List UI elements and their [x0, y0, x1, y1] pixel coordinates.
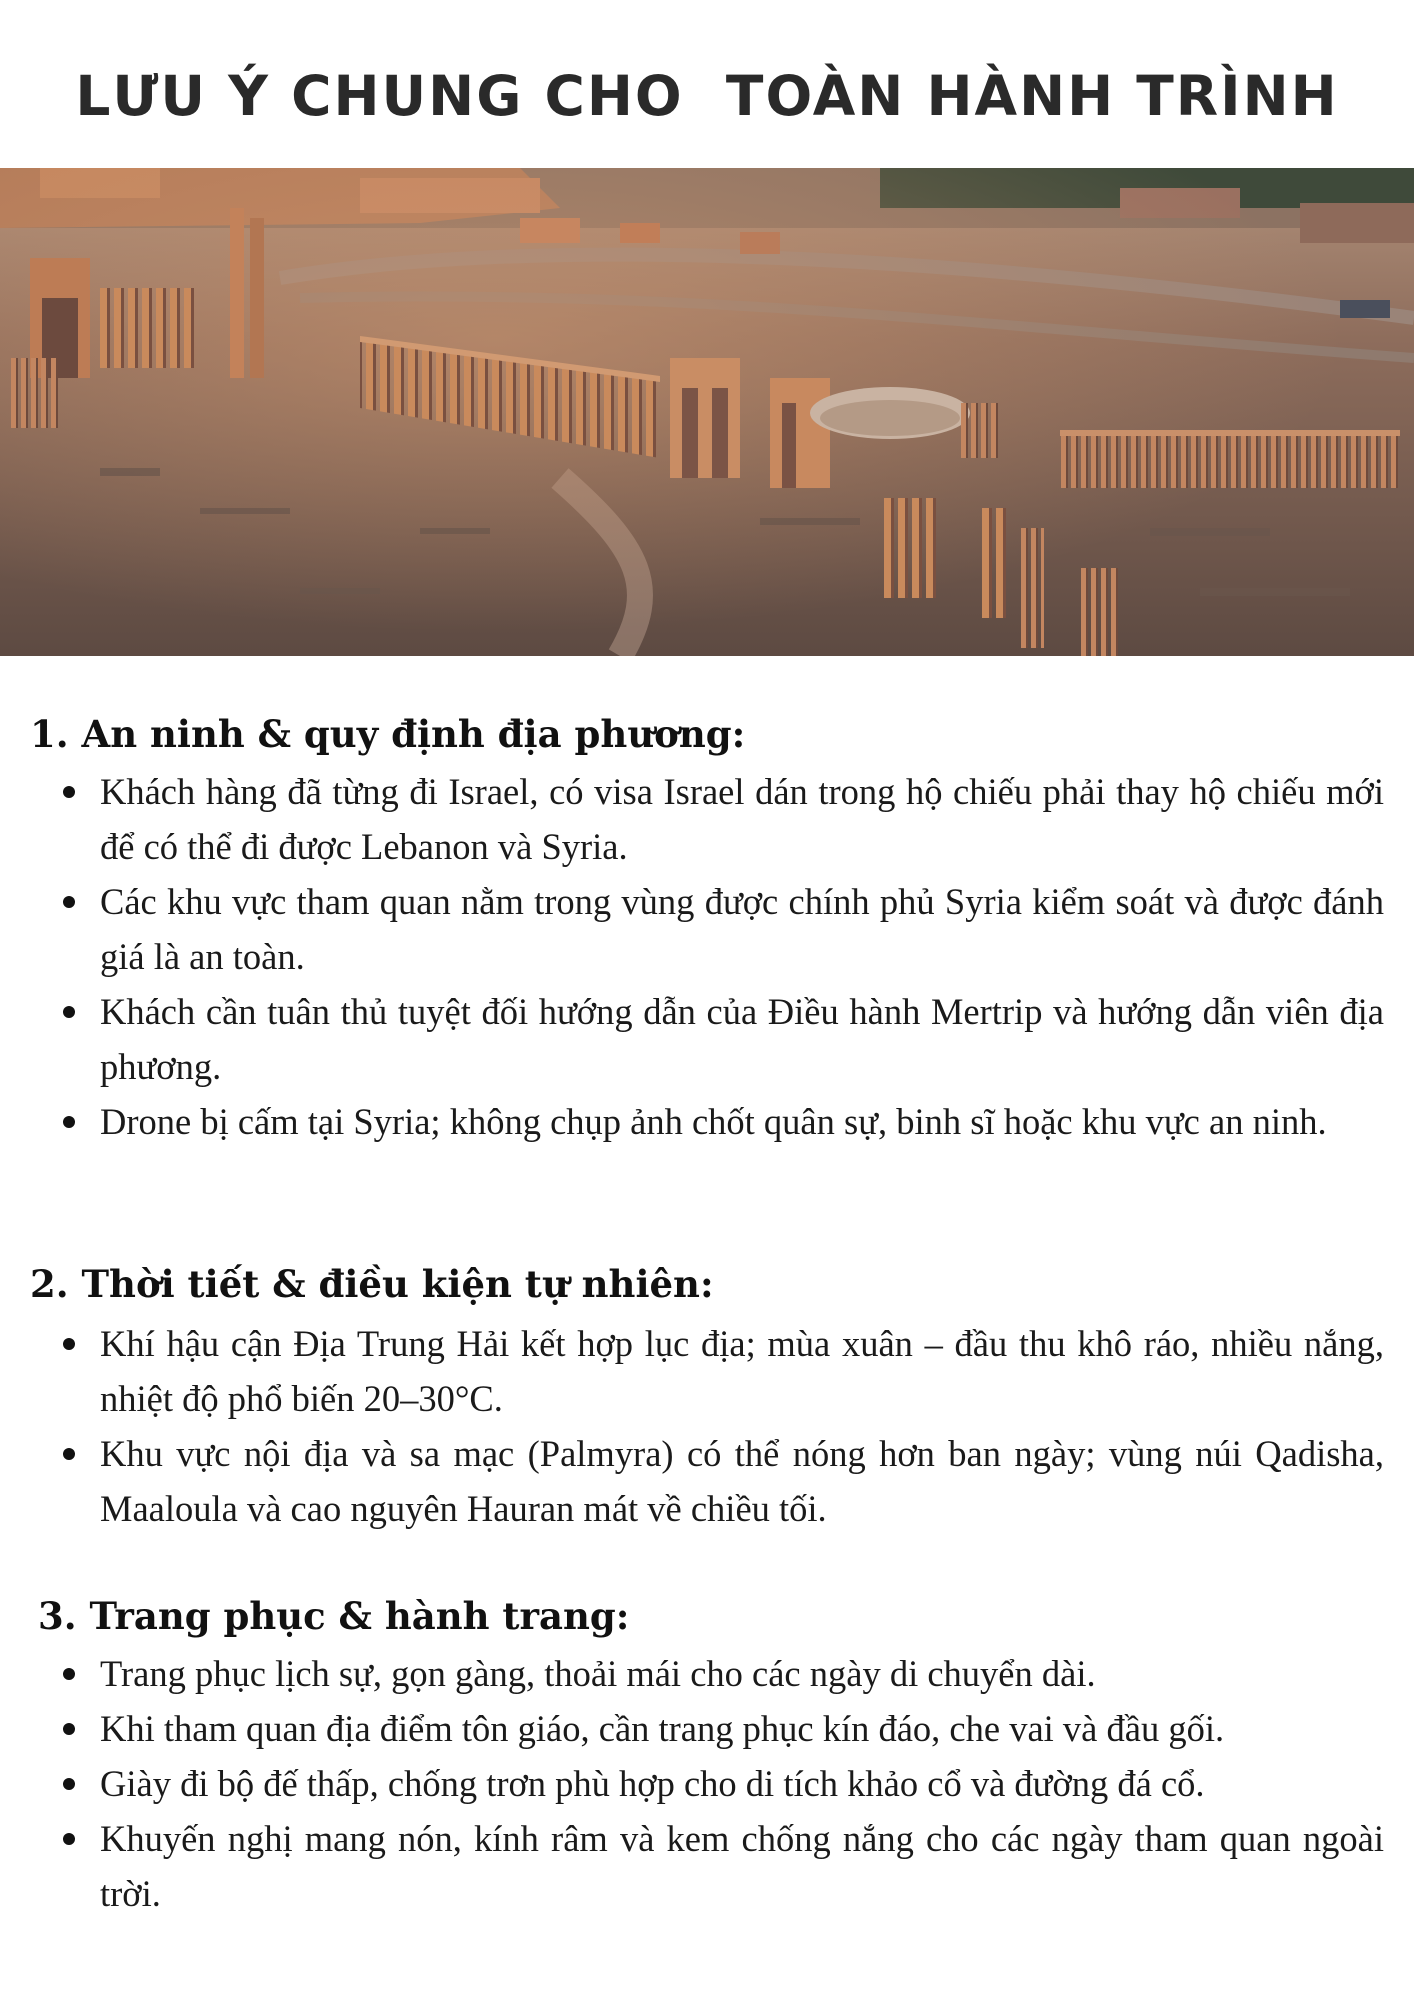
- list-item: Các khu vực tham quan nằm trong vùng được chính phủ Syria kiểm soát và được đánh giá là an toàn.: [58, 874, 1384, 984]
- weather-list: [58, 1316, 1384, 1536]
- list-item: Drone bị cấm tại Syria; không chụp ảnh chốt quân sự, binh sĩ hoặc khu vực an ninh.: [58, 1094, 1384, 1149]
- section-heading-attire: 3. Trang phục & hành trang:: [38, 1594, 630, 1638]
- list-item: Khách hàng đã từng đi Israel, có visa Israel dán trong hộ chiếu phải thay hộ chiếu mới để có thể đi được Lebanon và Syria.: [58, 764, 1384, 874]
- list-item: Trang phục lịch sự, gọn gàng, thoải mái cho các ngày di chuyển dài.: [58, 1646, 1384, 1701]
- list-item: Khuyến nghị mang nón, kính râm và kem chống nắng cho các ngày tham quan ngoài trời.: [58, 1811, 1384, 1921]
- ancient-ruins-photo: [0, 168, 1414, 656]
- section-heading-weather: 2. Thời tiết & điều kiện tự nhiên:: [30, 1262, 714, 1306]
- security-list: [58, 764, 1384, 1149]
- list-item: Giày đi bộ đế thấp, chống trơn phù hợp cho di tích khảo cổ và đường đá cổ.: [58, 1756, 1384, 1811]
- section-heading-security: 1. An ninh & quy định địa phương:: [30, 712, 746, 756]
- list-item: Khi tham quan địa điểm tôn giáo, cần trang phục kín đáo, che vai và đầu gối.: [58, 1701, 1384, 1756]
- list-item: Khu vực nội địa và sa mạc (Palmyra) có thể nóng hơn ban ngày; vùng núi Qadisha, Maaloula và cao nguyên Hauran mát về chiều tối.: [58, 1426, 1384, 1536]
- page-title: LƯU Ý CHUNG CHO TOÀN HÀNH TRÌNH: [75, 64, 1339, 128]
- attire-list: [58, 1646, 1384, 1921]
- list-item: Khách cần tuân thủ tuyệt đối hướng dẫn của Điều hành Mertrip và hướng dẫn viên địa phương.: [58, 984, 1384, 1094]
- list-item: Khí hậu cận Địa Trung Hải kết hợp lục địa; mùa xuân – đầu thu khô ráo, nhiều nắng, nhiệt độ phổ biến 20–30°C.: [58, 1316, 1384, 1426]
